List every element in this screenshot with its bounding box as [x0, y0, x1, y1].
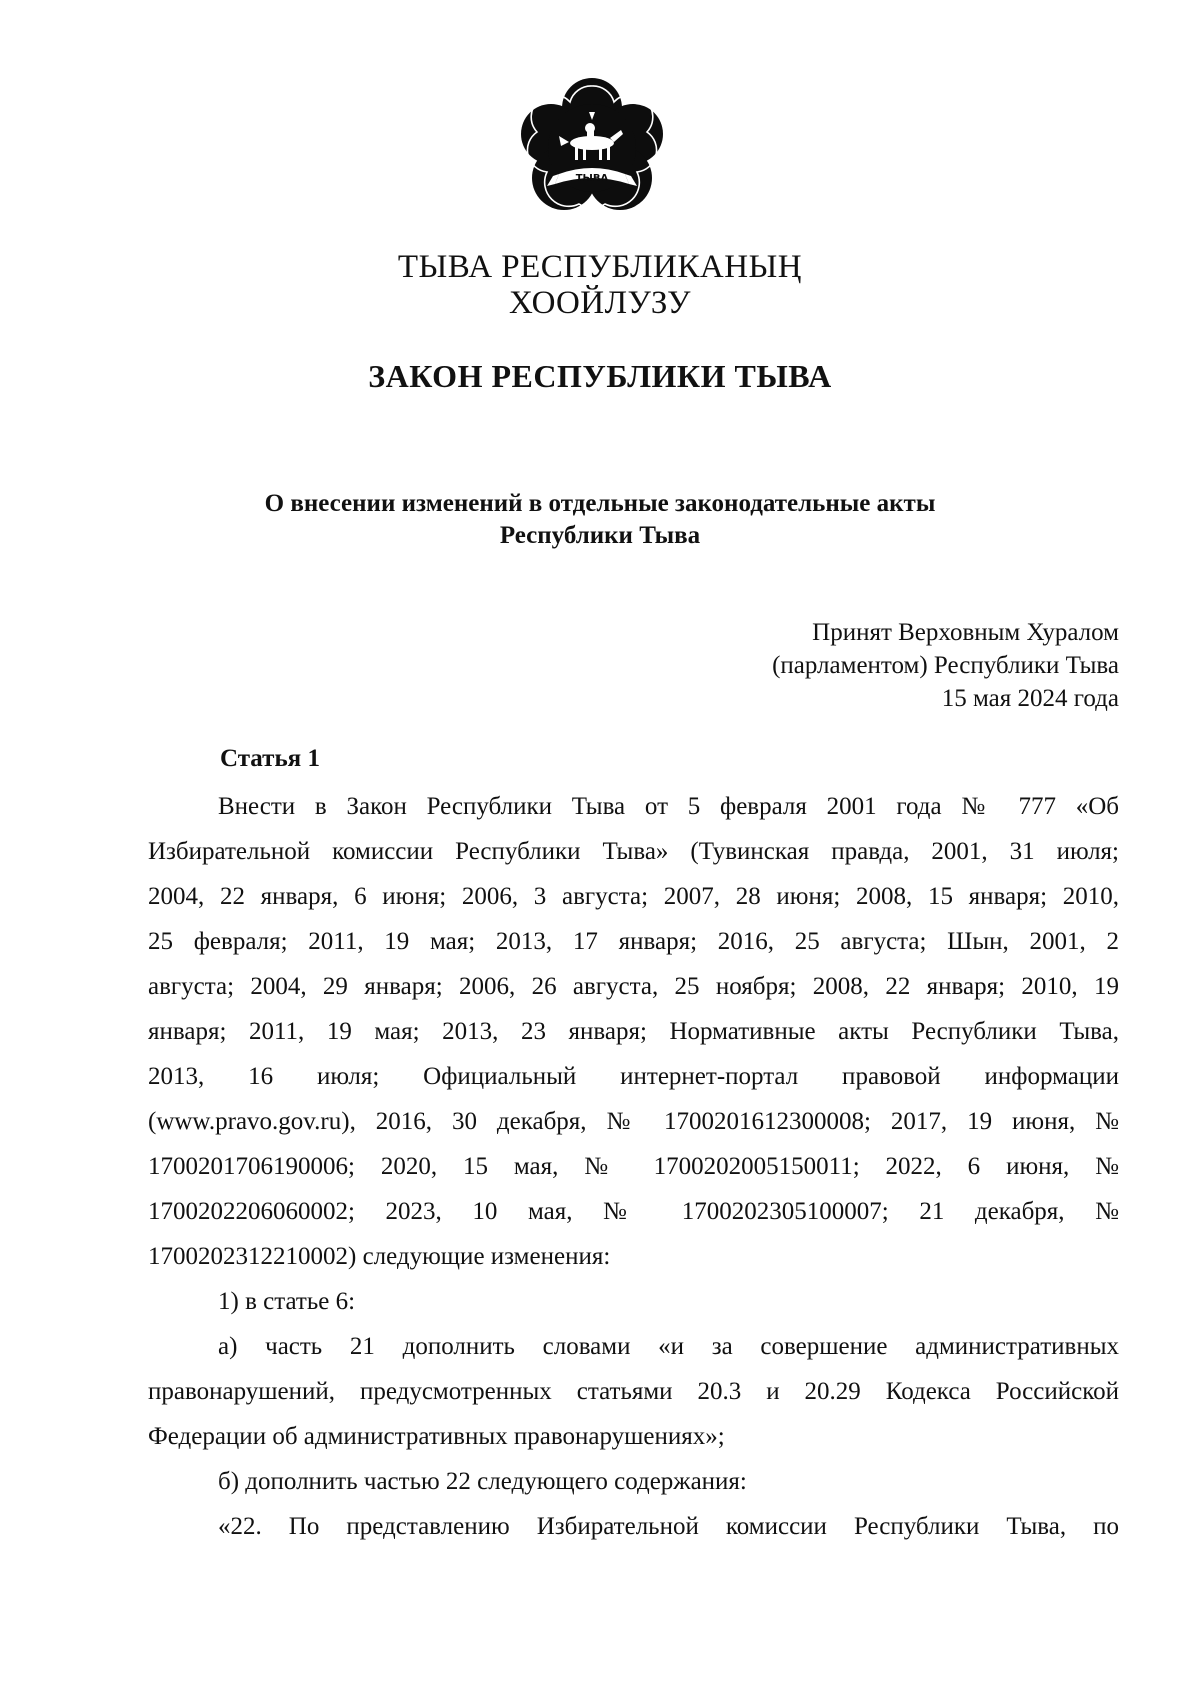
article-text-line: правонарушений, предусмотренных статьями 20.3 и 20.29 Кодекса Российской	[148, 1378, 1119, 1405]
article-text-line: (www.pravo.gov.ru), 2016, 30 декабря, № 1700201612300008; 2017, 19 июня, №	[148, 1108, 1119, 1135]
adoption-date: 15 мая 2024 года	[941, 685, 1119, 712]
article-text-line: 1) в статье 6:	[218, 1288, 356, 1315]
article-text-line: 2013, 16 июля; Официальный интернет-портал правовой информации	[148, 1063, 1119, 1090]
emblem-banner-text: ТЫВА	[575, 173, 609, 184]
law-title: ЗАКОН РЕСПУБЛИКИ ТЫВА	[368, 358, 832, 394]
adoption-line1: Принят Верховным Хуралом	[812, 619, 1119, 646]
article-text-line: Избирательной комиссии Республики Тыва» (Тувинская правда, 2001, 31 июля;	[148, 838, 1119, 865]
article-heading: Статья 1	[220, 745, 320, 772]
article-text-line: 1700202206060002; 2023, 10 мая, № 1700202305100007; 21 декабря, №	[148, 1198, 1119, 1225]
tuvan-title-line1: ТЫВА РЕСПУБЛИКАНЫҢ	[397, 249, 803, 285]
article-text-line: а) часть 21 дополнить словами «и за совершение административных	[218, 1333, 1119, 1360]
article-text-line: 25 февраля; 2011, 19 мая; 2013, 17 января; 2016, 25 августа; Шын, 2001, 2	[148, 928, 1119, 955]
tuva-emblem-icon	[519, 76, 665, 214]
article-text-line: Федерации об административных правонарушениях»;	[148, 1423, 725, 1450]
law-subject-line2: Республики Тыва	[499, 522, 701, 549]
adoption-block	[772, 616, 1119, 715]
article-text-line: б) дополнить частью 22 следующего содержания:	[218, 1468, 747, 1495]
article-text-line: 1700202312210002) следующие изменения:	[148, 1243, 611, 1270]
article-text-line: января; 2011, 19 мая; 2013, 23 января; Нормативные акты Республики Тыва,	[148, 1018, 1119, 1045]
adoption-line2: (парламентом) Республики Тыва	[772, 652, 1119, 679]
law-subject-line1: О внесении изменений в отдельные законодательные акты	[264, 490, 936, 517]
article-text-line: 1700201706190006; 2020, 15 мая, № 1700202005150011; 2022, 6 июня, №	[148, 1153, 1119, 1180]
article-text-line: 2004, 22 января, 6 июня; 2006, 3 августа; 2007, 28 июня; 2008, 15 января; 2010,	[148, 883, 1119, 910]
article-text-line: Внести в Закон Республики Тыва от 5 февраля 2001 года № 777 «Об	[218, 793, 1119, 820]
tuvan-title-line2: ХООЙЛУЗУ	[508, 285, 692, 321]
article-text-line: «22. По представлению Избирательной комиссии Республики Тыва, по	[218, 1513, 1119, 1540]
article-text-line: августа; 2004, 29 января; 2006, 26 августа, 25 ноября; 2008, 22 января; 2010, 19	[148, 973, 1119, 1000]
